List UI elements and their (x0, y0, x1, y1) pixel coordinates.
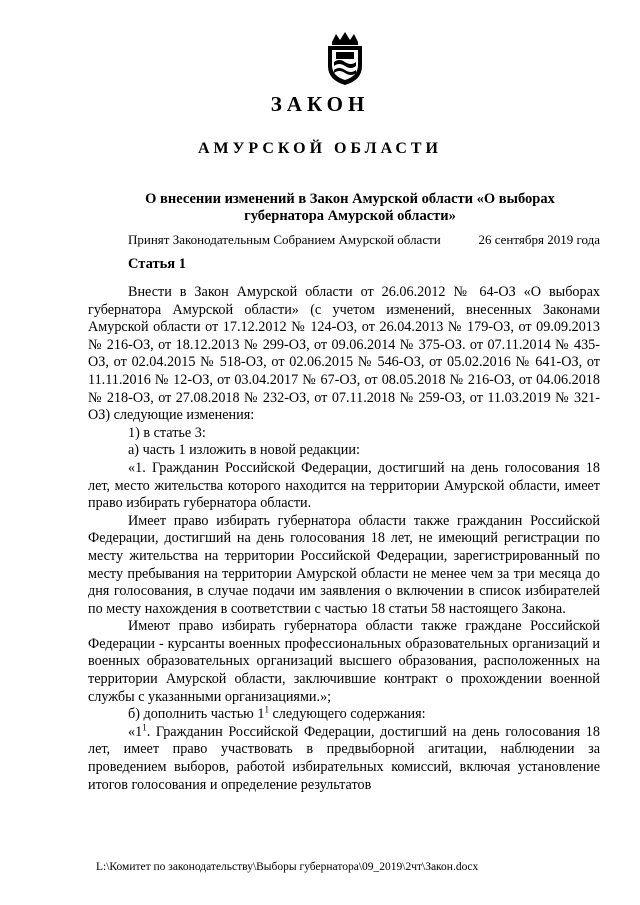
paragraph (88, 706, 600, 724)
law-body (88, 284, 600, 794)
paragraph: а) часть 1 изложить в новой редакции: (128, 442, 360, 459)
law-title: ЗАКОН (270, 92, 370, 116)
article-heading: Статья 1 (128, 256, 186, 272)
file-path-footer: L:\Комитет по законодательству\Выборы губернатора\09_2019\2чт\Закон.docx (96, 861, 479, 873)
paragraph: Имеет право избирать губернатора области также гражданин Российской Федерации, достигший на день голосования 18 лет, не имеющий регистрации по месту жительства на территории Российской Федерации, зарегистрированный по месту пребывания на территории Амурской области не менее чем за три месяца до дня голосования, в случае подачи им заявления о включении в список избирателей по месту нахождения в соответствии с частью 18 статьи 58 настоящего Закона. (88, 512, 600, 617)
coat-of-arms-icon (322, 32, 368, 86)
adoption-info (128, 232, 600, 248)
superscript: 1 (264, 704, 269, 715)
law-subject: О внесении изменений в Закон Амурской области «О выборах губернатора Амурской области» (145, 191, 555, 224)
region-title: АМУРСКОЙ ОБЛАСТИ (198, 140, 442, 157)
paragraph: 1) в статье 3: (128, 424, 206, 441)
adoption-date: 26 сентября 2019 года (478, 232, 600, 247)
superscript: 1 (142, 722, 147, 733)
paragraph-text: . Гражданин Российской Федерации, достигший на день голосования 18 лет, имеет право участвовать в предвыборной агитации, наблюдении за проведением выборов, работой избирательных комиссий, включая установление итогов голосования и определение результатов (88, 723, 600, 793)
paragraph-text: б) дополнить частью 1 (128, 706, 265, 723)
adopted-by: Принят Законодательным Собранием Амурской области (128, 232, 441, 247)
paragraph: Имеют право избирать губернатора области также граждане Российской Федерации - курсанты военных профессиональных образовательных организаций и военных образовательных организаций высшего образования, расположенных на территории Амурской области, заключившие контракт о прохождении военной службы с указанными организациями.»; (88, 618, 600, 705)
paragraph-text: «1 (128, 723, 143, 740)
paragraph: «1. Гражданин Российской Федерации, достигший на день голосования 18 лет, место жительства которого находится на территории Амурской области, имеет право избирать губернатора области. (88, 459, 600, 512)
paragraph (88, 724, 600, 794)
paragraph-text: следующего содержания: (268, 706, 426, 723)
paragraph: Внести в Закон Амурской области от 26.06.2012 № 64-ОЗ «О выборах губернатора Амурской области» (с учетом изменений, внесенных Законами Амурской области от 17.12.2012 № 124-ОЗ, от 26.04.2013 № 179-ОЗ, от 09.09.2013 № 216-ОЗ, от 18.12.2013 № 299-ОЗ, от 09.06.2014 № 375-ОЗ. от 07.11.2014 № 435-ОЗ, от 02.04.2015 № 518-ОЗ, от 02.06.2015 № 546-ОЗ, от 05.02.2016 № 641-ОЗ, от 11.11.2016 № 12-ОЗ, от 03.04.2017 № 67-ОЗ, от 08.05.2018 № 216-ОЗ, от 04.06.2018 № 218-ОЗ, от 27.08.2018 № 232-ОЗ, от 07.11.2018 № 259-ОЗ, от 11.03.2019 № 321-ОЗ) следующие изменения: (88, 284, 600, 424)
